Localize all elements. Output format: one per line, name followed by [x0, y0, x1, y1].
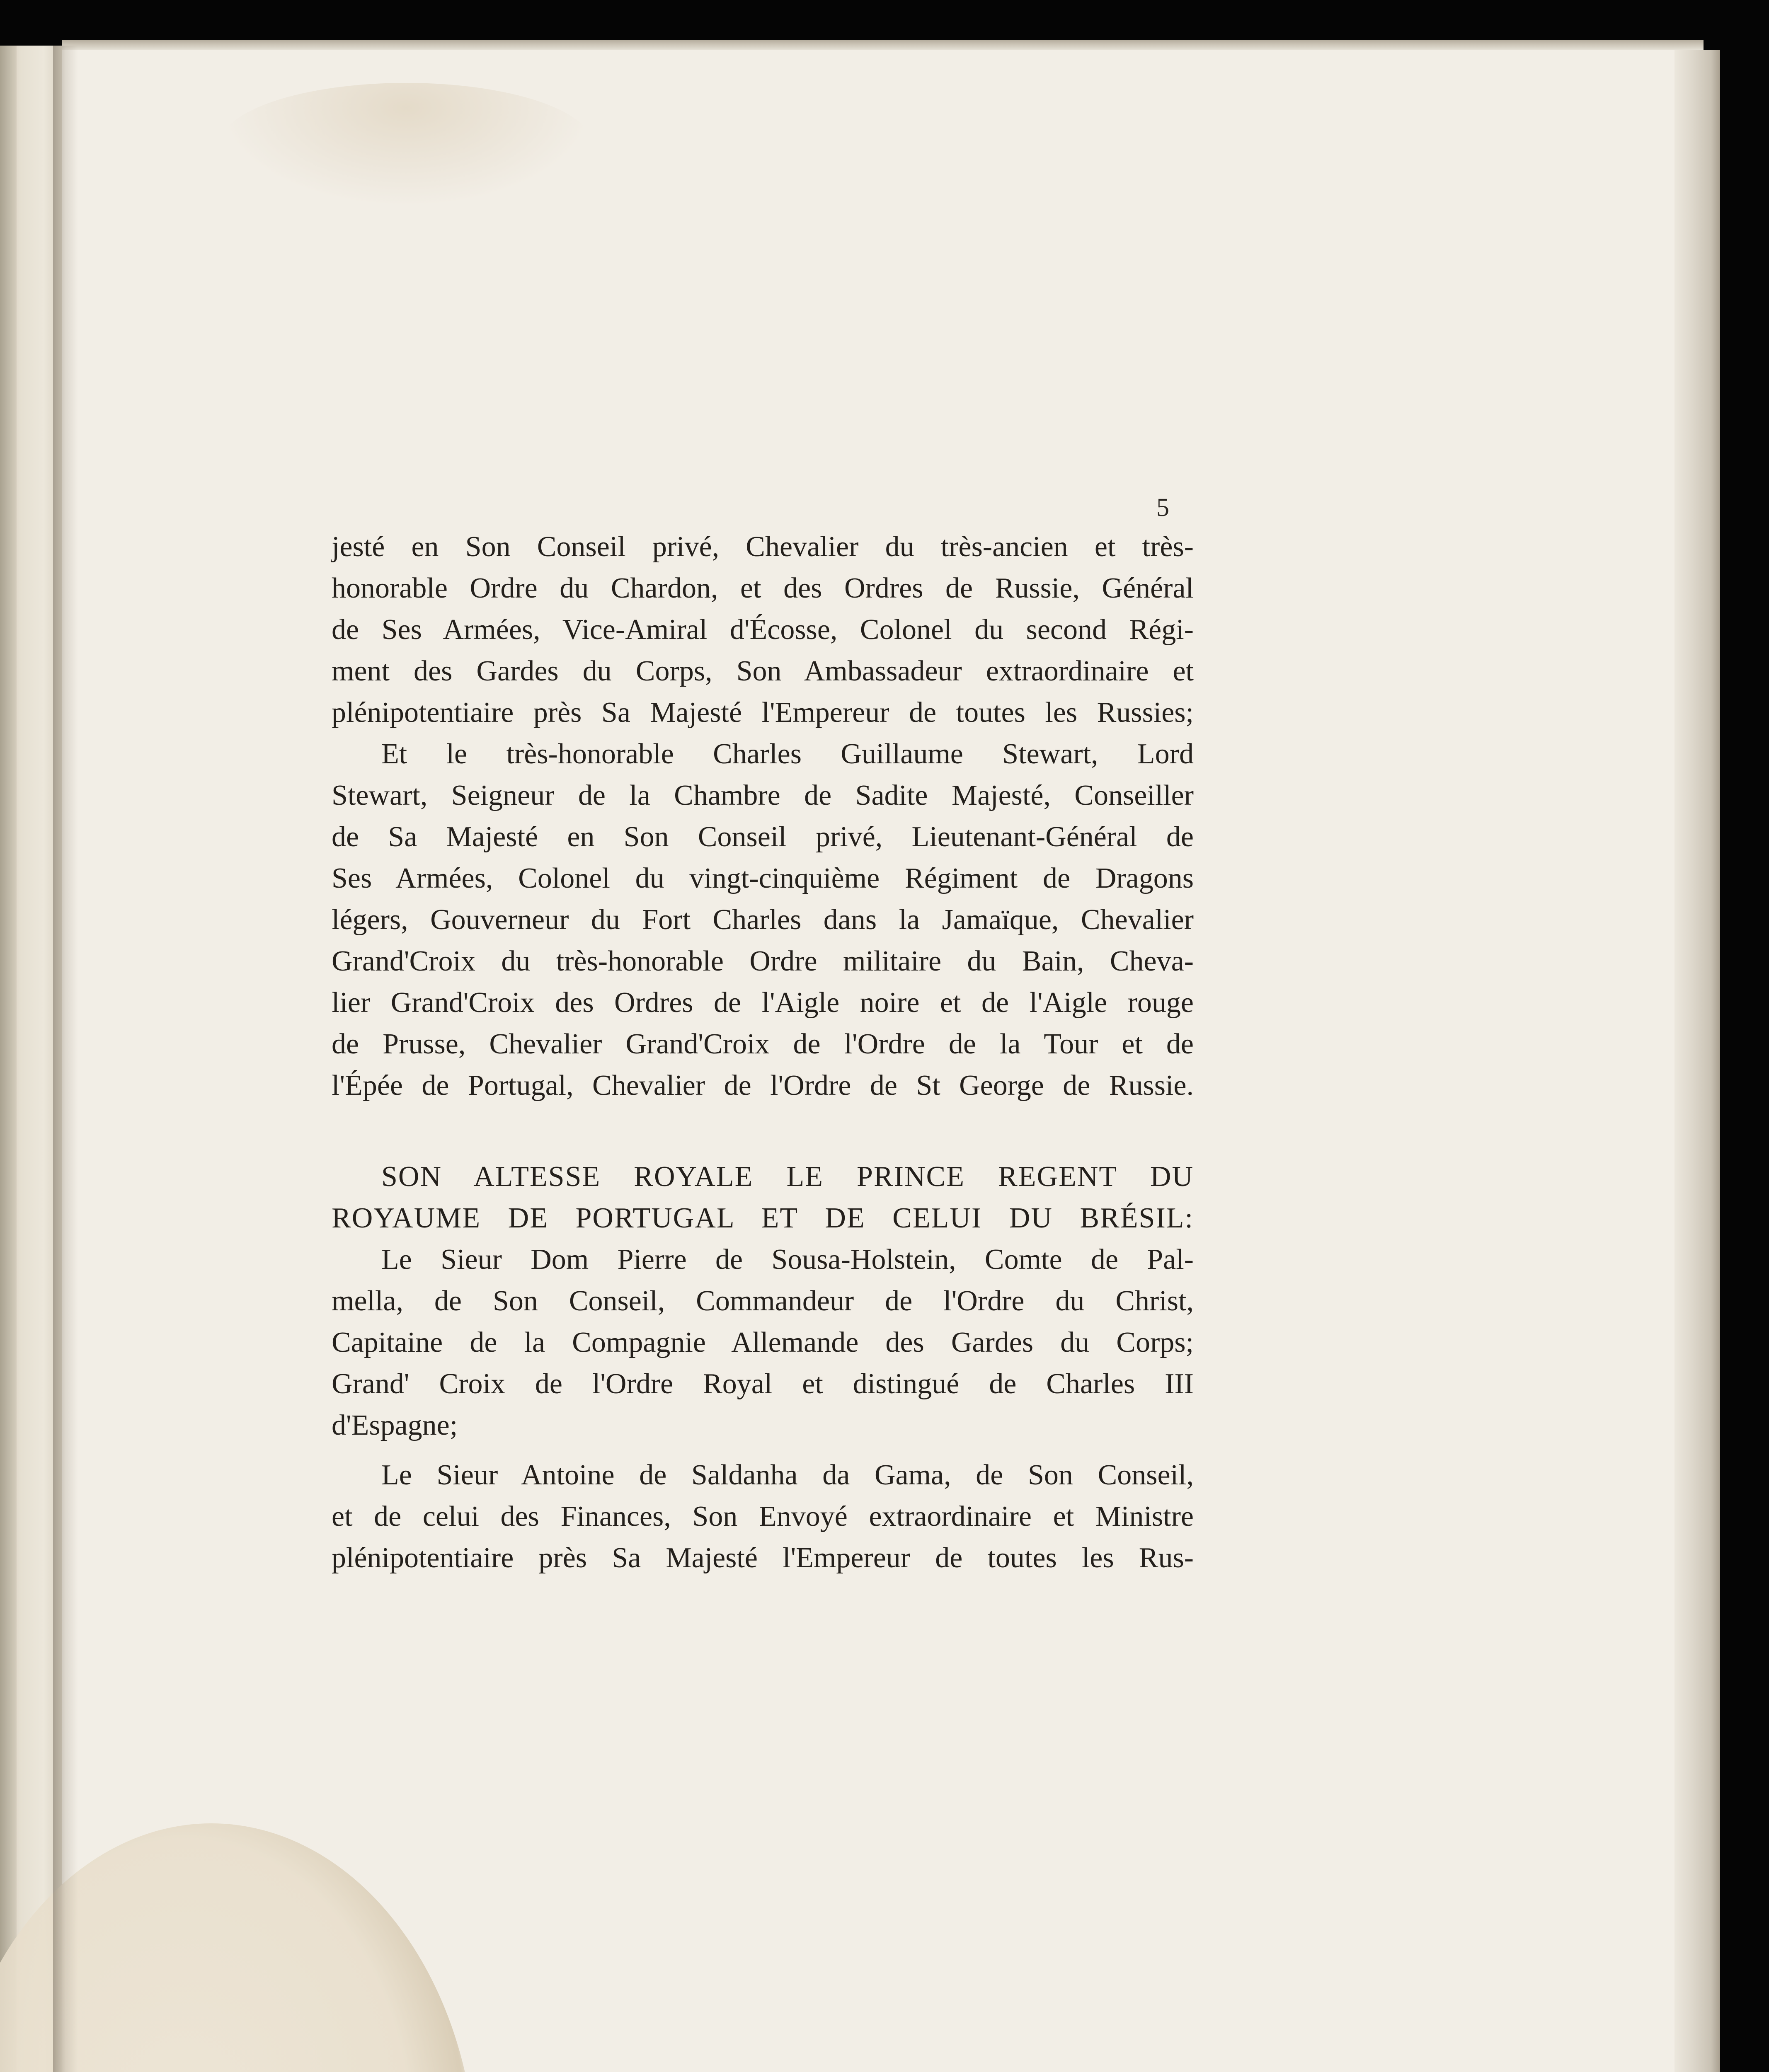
text-line: plénipotentiaire près Sa Majesté l'Empereur de toutes les Russies;: [332, 697, 1194, 729]
text-line: Grand'Croix du très-honorable Ordre militaire du Bain, Cheva-: [332, 945, 1194, 977]
text-line: de Prusse, Chevalier Grand'Croix de l'Ordre de la Tour et de: [332, 1028, 1194, 1060]
text-line: Capitaine de la Compagnie Allemande des Gardes du Corps;: [332, 1326, 1194, 1358]
text-line: Ses Armées, Colonel du vingt-cinquième Régiment de Dragons: [332, 862, 1194, 894]
text-line: mella, de Son Conseil, Commandeur de l'Ordre du Christ,: [332, 1285, 1194, 1317]
text-line: Grand' Croix de l'Ordre Royal et distingué de Charles III: [332, 1368, 1194, 1400]
page-right-edge: [1674, 50, 1720, 2072]
page-number: 5: [1156, 494, 1169, 522]
text-line: et de celui des Finances, Son Envoyé extraordinaire et Ministre: [332, 1501, 1194, 1532]
body-text: [332, 526, 1194, 1579]
text-line: Stewart, Seigneur de la Chambre de Sadite Majesté, Conseiller: [332, 779, 1194, 811]
text-line: de Ses Armées, Vice-Amiral d'Écosse, Colonel du second Régi-: [332, 614, 1194, 646]
gutter-shadow: [53, 46, 78, 2072]
paragraph-gap: [332, 1446, 1194, 1455]
text-line: honorable Ordre du Chardon, et des Ordres de Russie, Général: [332, 572, 1194, 604]
left-page-outer-edge: [0, 46, 17, 2072]
text-line: jesté en Son Conseil privé, Chevalier du très-ancien et très-: [332, 531, 1194, 563]
section-heading: SON ALTESSE ROYALE LE PRINCE REGENT DU: [381, 1161, 1194, 1193]
text-line: plénipotentiaire près Sa Majesté l'Empereur de toutes les Rus-: [332, 1542, 1194, 1574]
section-heading: ROYAUME DE PORTUGAL ET DE CELUI DU BRÉSIL:: [332, 1202, 1194, 1234]
text-line: Le Sieur Antoine de Saldanha da Gama, de Son Conseil,: [381, 1459, 1194, 1491]
page-top-edge: [62, 40, 1704, 50]
text-line: d'Espagne;: [332, 1409, 458, 1441]
text-line: lier Grand'Croix des Ordres de l'Aigle noire et de l'Aigle rouge: [332, 987, 1194, 1019]
text-line: l'Épée de Portugal, Chevalier de l'Ordre de St George de Russie.: [332, 1070, 1194, 1101]
text-line: Et le très-honorable Charles Guillaume Stewart, Lord: [381, 738, 1194, 770]
section-gap: [332, 1106, 1194, 1156]
text-line: ment des Gardes du Corps, Son Ambassadeur extraordinaire et: [332, 655, 1194, 687]
top-stain: [220, 83, 593, 207]
text-line: Le Sieur Dom Pierre de Sousa-Holstein, Comte de Pal-: [381, 1244, 1194, 1276]
text-line: de Sa Majesté en Son Conseil privé, Lieutenant-Général de: [332, 821, 1194, 853]
text-line: légers, Gouverneur du Fort Charles dans la Jamaïque, Chevalier: [332, 904, 1194, 936]
